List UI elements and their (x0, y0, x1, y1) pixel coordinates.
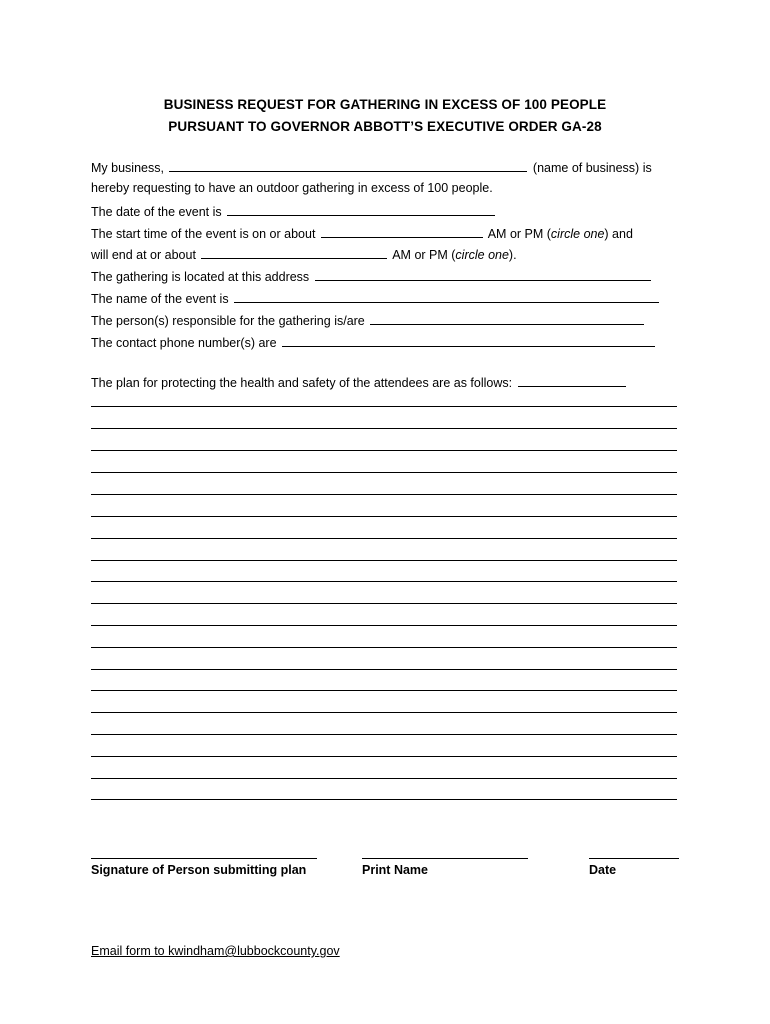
date-field[interactable] (589, 858, 679, 859)
plan-line[interactable] (91, 450, 677, 451)
business-name-row (91, 158, 652, 174)
end-ampm-close: ). (508, 248, 517, 262)
responsible-row (91, 311, 646, 327)
responsible-field[interactable] (370, 311, 644, 325)
event-name-label: The name of the event is (91, 292, 229, 306)
plan-line[interactable] (91, 516, 677, 517)
end-time-field[interactable] (201, 245, 387, 259)
plan-line[interactable] (91, 734, 677, 735)
plan-line[interactable] (91, 560, 677, 561)
address-field[interactable] (315, 267, 651, 281)
plan-row (91, 373, 628, 389)
end-ampm-text: AM or PM ( (392, 248, 456, 262)
start-time-row (91, 224, 633, 240)
business-name-suffix: (name of business) is (532, 161, 652, 175)
signature-label: Signature of Person submitting plan (91, 863, 307, 877)
form-title-line-1: BUSINESS REQUEST FOR GATHERING IN EXCESS OF 100 PEOPLE (163, 97, 607, 112)
request-statement: hereby requesting to have an outdoor gathering in excess of 100 people. (91, 181, 493, 195)
plan-first-field[interactable] (518, 373, 626, 387)
print-name-label: Print Name (362, 863, 428, 877)
start-time-field[interactable] (321, 224, 483, 238)
event-date-label: The date of the event is (91, 205, 222, 219)
plan-line[interactable] (91, 603, 677, 604)
form-title-line-2: PURSUANT TO GOVERNOR ABBOTT’S EXECUTIVE ORDER GA-28 (168, 119, 602, 134)
signature-field[interactable] (91, 858, 317, 859)
plan-line[interactable] (91, 647, 677, 648)
plan-line[interactable] (91, 778, 677, 779)
print-name-field[interactable] (362, 858, 528, 859)
responsible-label: The person(s) responsible for the gathering is/are (91, 314, 365, 328)
end-time-row (91, 245, 517, 261)
business-name-field[interactable] (169, 158, 527, 172)
start-ampm-close: ) and (604, 227, 633, 241)
plan-line[interactable] (91, 690, 677, 691)
start-circle-one: circle one (550, 227, 605, 241)
event-name-row (91, 289, 661, 305)
address-row (91, 267, 653, 283)
event-date-field[interactable] (227, 202, 495, 216)
plan-label: The plan for protecting the health and safety of the attendees are as follows: (91, 376, 513, 390)
plan-line[interactable] (91, 494, 677, 495)
email-link[interactable]: Email form to kwindham@lubbockcounty.gov (91, 944, 340, 958)
start-ampm-text: AM or PM ( (487, 227, 551, 241)
plan-line[interactable] (91, 625, 677, 626)
event-name-field[interactable] (234, 289, 659, 303)
date-label: Date (589, 863, 617, 877)
phone-row (91, 333, 657, 349)
phone-label: The contact phone number(s) are (91, 336, 277, 350)
event-date-row (91, 202, 497, 218)
plan-line[interactable] (91, 669, 677, 670)
plan-line[interactable] (91, 406, 677, 407)
end-circle-one: circle one (455, 248, 509, 262)
business-name-label: My business, (91, 161, 164, 175)
plan-line[interactable] (91, 756, 677, 757)
end-time-label: will end at or about (91, 248, 196, 262)
start-time-label: The start time of the event is on or about (91, 227, 316, 241)
plan-line[interactable] (91, 538, 677, 539)
phone-field[interactable] (282, 333, 655, 347)
plan-line[interactable] (91, 472, 677, 473)
plan-line[interactable] (91, 712, 677, 713)
address-label: The gathering is located at this address (91, 270, 310, 284)
plan-line[interactable] (91, 799, 677, 800)
plan-line[interactable] (91, 428, 677, 429)
plan-line[interactable] (91, 581, 677, 582)
